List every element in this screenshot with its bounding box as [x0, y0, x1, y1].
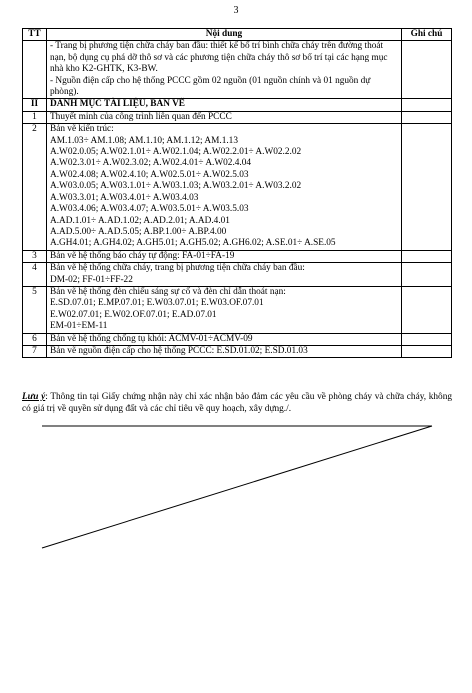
row-number: 1 [23, 111, 47, 123]
row-line: Thuyết minh của công trình liên quan đến PCCC [50, 111, 232, 122]
row-number: 7 [23, 345, 47, 357]
row-number: 6 [23, 333, 47, 345]
row-line: Bản vẽ hệ thống báo cháy tự động: FA-01÷FA-19 [50, 250, 235, 261]
row-number: 2 [23, 124, 47, 250]
diagonal-strike-line [42, 426, 432, 548]
header-note: Ghi chú [402, 29, 452, 41]
row-line: A.W03.4.06; A.W03.4.07; A.W03.5.01÷ A.W03.5.03 [50, 204, 249, 215]
header-content: Nội dung [47, 29, 402, 41]
row-line: EM-01÷EM-11 [50, 321, 108, 332]
row-line: E.W02.07.01; E.W02.OF.07.01; E.AD.07.01 [50, 309, 217, 320]
header-tt: TT [23, 29, 47, 41]
row-line: Bản vẽ nguồn điện cấp cho hệ thống PCCC: E.SD.01.02; E.SD.01.03 [50, 345, 308, 356]
row-number: 5 [23, 286, 47, 333]
row-line: A.W02.3.01÷ A.W02.3.02; A.W02.4.01÷ A.W02.4.04 [50, 158, 252, 169]
row-line: DM-02; FF-01÷FF-22 [50, 274, 133, 285]
row-line: E.SD.07.01; E.MP.07.01; E.W03.07.01; E.W03.OF.07.01 [50, 298, 264, 309]
row-line: A.W02.0.05; A.W02.1.01÷ A.W02.1.04; A.W02.2.01÷ A.W02.2.02 [50, 147, 302, 158]
row-line: A.GH4.01; A.GH4.02; A.GH5.01; A.GH5.02; A.GH6.02; A.SE.01÷ A.SE.05 [50, 238, 336, 249]
row-line: A.W03.3.01; A.W03.4.01÷ A.W03.4.03 [50, 192, 199, 203]
row-number: 3 [23, 250, 47, 262]
row-line: A.W03.0.05; A.W03.1.01÷ A.W03.1.03; A.W03.2.01÷ A.W03.2.02 [50, 181, 302, 192]
continuation-line: - Trang bị phương tiện chữa cháy ban đầu: thiết kế bố trí bình chữa cháy trên đường thoát nạn, bộ dụng cụ phá dỡ thô sơ và các phương tiện chữa cháy thô sơ bố trí tại các hạng mục nhà kho K2-GHTK, K3-BW. [50, 41, 388, 75]
continuation-line: - Nguồn điện cấp cho hệ thống PCCC gồm 02 nguồn (01 nguồn chính và 01 nguồn dự phòng). [50, 75, 371, 98]
row-line: Bản vẽ hệ thống chữa cháy, trang bị phương tiện chữa cháy ban đầu: [50, 263, 305, 274]
row-line: A.W02.4.08; A.W02.4.10; A.W02.5.01÷ A.W02.5.03 [50, 169, 249, 180]
section-number: II [23, 99, 47, 111]
row-line: A.AD.1.01÷ A.AD.1.02; A.AD.2.01; A.AD.4.01 [50, 215, 230, 226]
note-label: Lưu ý [22, 392, 46, 402]
row-line: AM.1.03÷ AM.1.08; AM.1.10; AM.1.12; AM.1.13 [50, 135, 238, 146]
row-line: Bản vẽ kiến trúc: [50, 124, 114, 135]
section-title: DANH MỤC TÀI LIỆU, BẢN VẼ [47, 99, 402, 111]
page-number: 3 [233, 5, 239, 16]
note-text: : Thông tin tại Giấy chứng nhận này chỉ xác nhận bảo đảm các yêu cầu về phòng cháy và chữa cháy, không có giá trị về quyền sử dụng đất và các chỉ tiêu về quy hoạch, xây dựng./. [22, 392, 452, 414]
row-line: Bản vẽ hệ thống đèn chiếu sáng sự cố và đèn chỉ dẫn thoát nạn: [50, 286, 286, 297]
row-line: A.AD.5.00÷ A.AD.5.05; A.BP.1.00÷ A.BP.4.00 [50, 226, 227, 237]
row-line: Bản vẽ hệ thống chống tụ khói: ACMV-01÷ACMV-09 [50, 333, 253, 344]
row-number: 4 [23, 263, 47, 287]
